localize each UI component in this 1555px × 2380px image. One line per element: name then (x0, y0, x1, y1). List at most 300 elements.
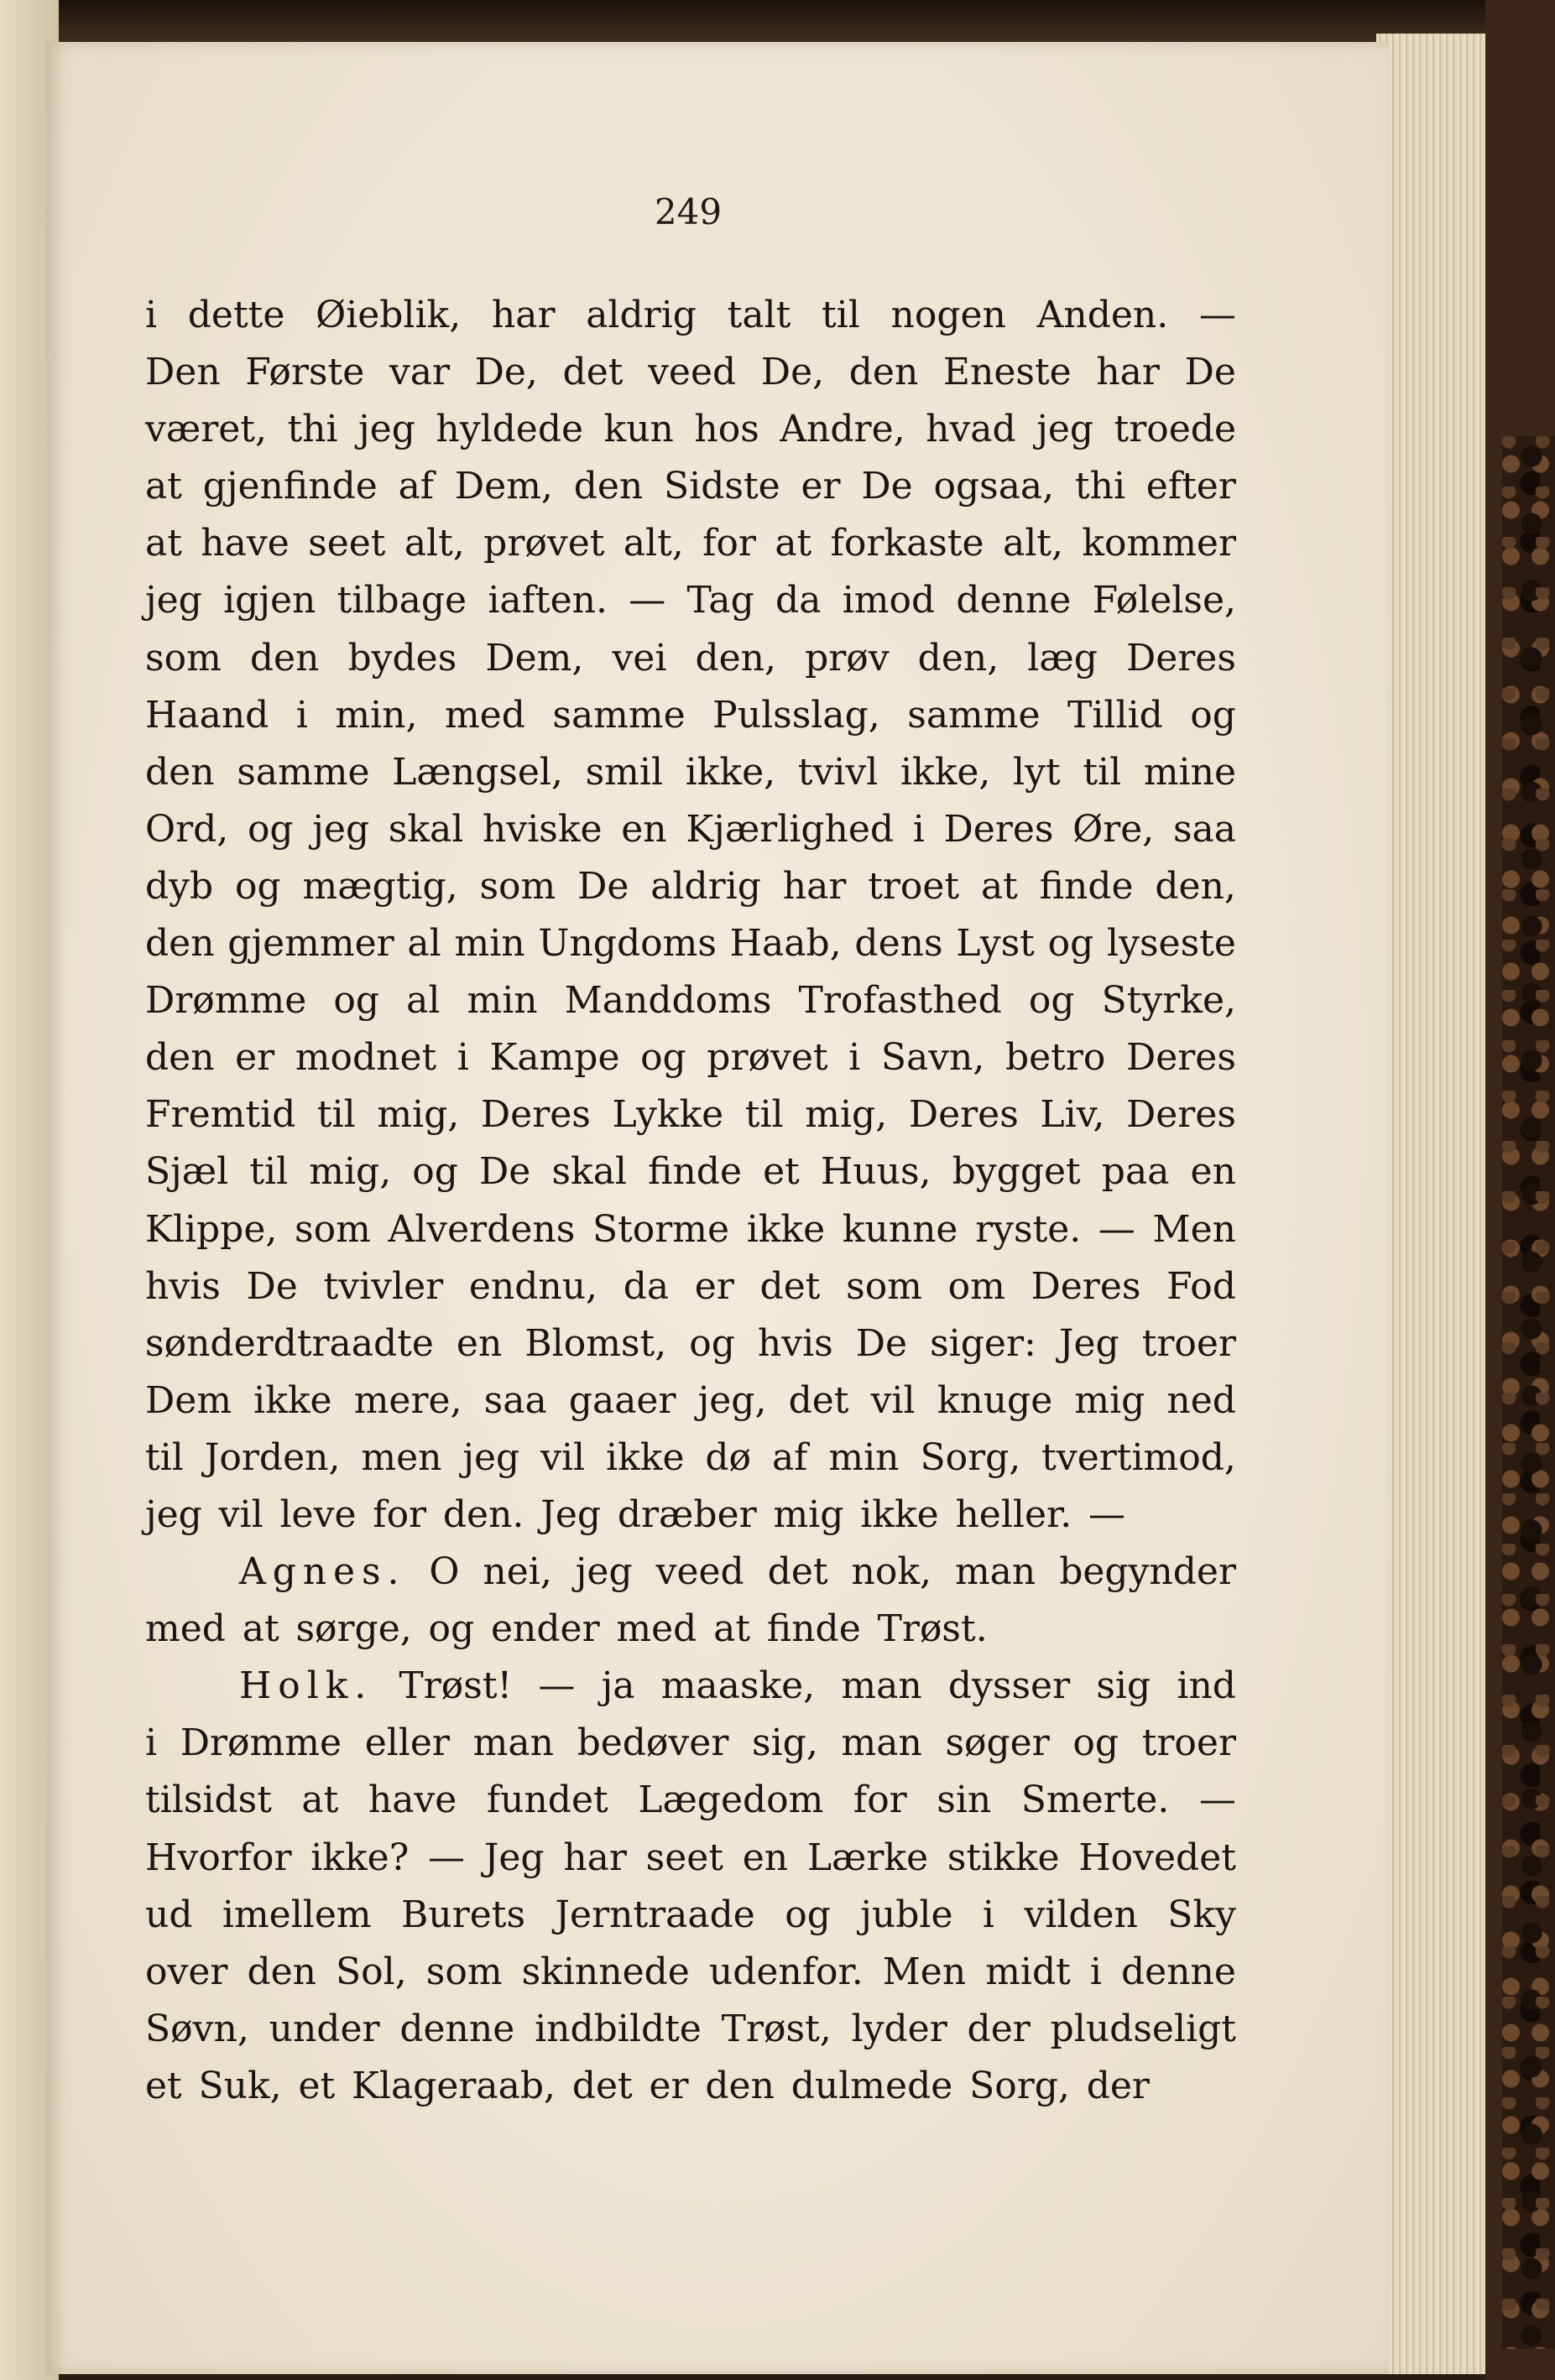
word: i (145, 1721, 158, 1765)
word: med (444, 693, 525, 737)
word: Klippe, (145, 1207, 278, 1251)
word: den (249, 636, 320, 680)
word: at (980, 864, 1018, 908)
word: vil (870, 1378, 916, 1422)
word: den (145, 922, 215, 966)
word: den (145, 750, 215, 794)
word: Sjæl (145, 1150, 229, 1194)
text-line (145, 1315, 1236, 1372)
word: den. (442, 1492, 524, 1536)
word: lyseste (1107, 922, 1236, 966)
word: skal (388, 807, 464, 851)
word: gjenfinde (202, 465, 378, 508)
word: mere, (353, 1378, 462, 1422)
word: Øieblik, (316, 294, 462, 336)
word: og (1072, 1721, 1119, 1765)
word: ikke (860, 1492, 939, 1536)
word: i (295, 693, 308, 737)
word: Klageraab, (352, 2064, 556, 2107)
word: De (577, 864, 629, 908)
word: søger (945, 1721, 1050, 1765)
text-line (145, 287, 1236, 344)
text-line (145, 687, 1236, 744)
word: mig (773, 1492, 844, 1536)
word: jeg (145, 579, 202, 622)
text-line (145, 1258, 1236, 1315)
word: jeg (358, 408, 415, 451)
word: Deres (908, 1093, 1019, 1137)
word: det (759, 1264, 821, 1308)
word: Deres (1125, 1093, 1236, 1137)
word: finde (766, 1607, 861, 1651)
word: vei (612, 636, 667, 680)
text-line (145, 1601, 1236, 1658)
word: modnet (295, 1036, 437, 1080)
word: gjemmer (227, 922, 394, 966)
word: eller (364, 1721, 450, 1765)
word: Smerte. (1020, 1778, 1170, 1822)
word: heller. (955, 1492, 1072, 1536)
word: ikke (606, 1435, 685, 1479)
word: for (702, 522, 756, 565)
word: Følelse, (1092, 579, 1236, 622)
word: paa (1101, 1150, 1170, 1194)
word: indbildte (535, 2007, 702, 2050)
word: Sorg, (920, 1435, 1021, 1479)
word: Kjærlighed (686, 807, 895, 851)
word: Hvorfor (145, 1836, 292, 1879)
word: Øre, (1072, 807, 1155, 851)
word: kommer (1082, 522, 1236, 565)
word: Jeg (1058, 1321, 1119, 1365)
text-line (145, 1487, 1236, 1544)
word: det (571, 2064, 633, 2107)
word: dens (854, 922, 943, 966)
word: jeg (462, 1435, 520, 1479)
word: Søvn, (145, 2007, 249, 2050)
word: man (954, 1550, 1036, 1594)
word: De, (474, 351, 538, 394)
word: — (538, 1664, 576, 1708)
word: tvertimod, (1041, 1435, 1236, 1479)
text-line (145, 1544, 1236, 1601)
word: igjen (223, 579, 316, 622)
word: vilden (1024, 1893, 1138, 1936)
word: den, (917, 636, 999, 680)
word: dysser (947, 1664, 1071, 1708)
word: en (621, 807, 667, 851)
word: nok, (851, 1550, 931, 1594)
word: ikke, (900, 750, 991, 794)
word: Fod (1166, 1264, 1236, 1308)
word: Tag (686, 579, 754, 622)
text-line (145, 801, 1236, 858)
word: betro (1004, 1036, 1106, 1080)
word: tilbage (337, 579, 467, 622)
word: bydes (347, 636, 457, 680)
text-line (145, 1430, 1236, 1487)
word: hyldede (436, 408, 584, 451)
word: prøv (805, 636, 890, 680)
word: i (457, 1036, 469, 1080)
word: at (145, 465, 182, 508)
word: — (1198, 294, 1236, 336)
word: Lyst (956, 922, 1035, 966)
word: Eneste (942, 351, 1072, 394)
word: jeg, (697, 1378, 767, 1422)
word: det (767, 1550, 828, 1594)
book-page (46, 42, 1389, 2374)
word: tvivl (797, 750, 879, 794)
word: den (573, 465, 644, 508)
text-line (145, 972, 1236, 1029)
text-line (145, 1944, 1236, 2001)
word: samme (907, 693, 1041, 737)
word: Sky (1167, 1893, 1236, 1936)
word: vil (218, 1492, 264, 1536)
word: man (472, 1721, 554, 1765)
word: hos (694, 408, 759, 451)
word: have (201, 522, 290, 565)
word: til (822, 294, 860, 336)
text-line (145, 744, 1236, 801)
word: juble (860, 1893, 953, 1936)
word: over (145, 1950, 228, 1993)
word: Anden. (1036, 294, 1169, 336)
word: i (1089, 1950, 1102, 1993)
word: Manddoms (564, 979, 772, 1023)
word: leve (279, 1492, 357, 1536)
word: Trøst. (877, 1607, 988, 1651)
word: Trofasthed (798, 979, 1002, 1023)
word: Ungdoms (538, 922, 717, 966)
word: De (855, 1321, 908, 1365)
word: al (406, 979, 441, 1023)
word: et (298, 2064, 336, 2107)
word: ja (601, 1664, 635, 1708)
word: sig, (752, 1721, 818, 1765)
word: mig, (805, 1093, 888, 1137)
word: fundet (486, 1778, 608, 1822)
word: som (145, 636, 222, 680)
word: Fremtid (145, 1093, 296, 1137)
word: en (1190, 1150, 1236, 1194)
word: Sidste (664, 465, 780, 508)
word: som (479, 864, 556, 908)
word: Lykke (612, 1093, 724, 1137)
word: efter (1145, 465, 1236, 508)
word: den, (1155, 864, 1236, 908)
word: troede (1114, 408, 1236, 451)
word: Trøst! (399, 1664, 513, 1708)
word: have (368, 1778, 457, 1822)
word: Jorden, (204, 1435, 341, 1479)
word: kun (603, 408, 674, 451)
word: prøvet (483, 522, 605, 565)
word: men (361, 1435, 442, 1479)
word: troet (868, 864, 960, 908)
word: talt (727, 294, 791, 336)
word: nei, (483, 1550, 552, 1594)
text-line (145, 1143, 1236, 1200)
word: Haab, (729, 922, 842, 966)
word: med (145, 1607, 226, 1651)
word: siger: (930, 1321, 1036, 1365)
text-line (145, 572, 1236, 629)
word: Trøst, (721, 2007, 832, 2050)
word: Lægedom (638, 1778, 824, 1822)
word: der (967, 2007, 1031, 2050)
word: mægtig, (302, 864, 458, 908)
word: vil (540, 1435, 586, 1479)
word: ned (1166, 1378, 1236, 1422)
word: den (848, 351, 919, 394)
word: og (785, 1893, 831, 1936)
word: De (479, 1150, 531, 1194)
word: Dem, (485, 636, 584, 680)
word: De, (760, 351, 825, 394)
word: Drømme (180, 1721, 342, 1765)
word: og (1028, 979, 1075, 1023)
word: Lærke (806, 1836, 929, 1879)
word: Tillid (1067, 693, 1163, 737)
word: Jeg (540, 1492, 602, 1536)
word: tilsidst (145, 1778, 272, 1822)
word: ud (145, 1893, 193, 1936)
word: Jeg (483, 1836, 545, 1879)
word: Deres (1031, 1264, 1141, 1308)
word: troer (1141, 1321, 1236, 1365)
word: hvad (926, 408, 1016, 451)
word: man (841, 1664, 922, 1708)
text-block (145, 287, 1236, 2115)
word: mig, (309, 1150, 392, 1194)
word: gaaer (568, 1378, 676, 1422)
word: nogen (890, 294, 1006, 336)
word: Pulsslag, (712, 693, 880, 737)
text-line (145, 1658, 1236, 1715)
word: thi (1074, 465, 1126, 508)
word: skal (551, 1150, 627, 1194)
word: har (1096, 351, 1160, 394)
text-line (145, 1715, 1236, 1772)
word: saa (1172, 807, 1236, 851)
word: finde (1039, 864, 1134, 908)
word: O (429, 1550, 460, 1594)
text-line (145, 458, 1236, 515)
word: til (249, 1150, 289, 1194)
word: bedøver (577, 1721, 729, 1765)
word: udenfor. (708, 1950, 864, 1993)
word: alt, (404, 522, 465, 565)
word: den (705, 2064, 775, 2107)
word: Sol, (336, 1950, 407, 1993)
word: jeg (575, 1550, 633, 1594)
text-line (145, 515, 1236, 572)
word: jeg (1036, 408, 1094, 451)
word: er (649, 2064, 689, 2107)
word: pludseligt (1050, 2007, 1236, 2050)
word: og (333, 979, 380, 1023)
word: været, (145, 408, 267, 451)
word: mine (1143, 750, 1236, 794)
word: seet (645, 1836, 723, 1879)
word: seet (308, 522, 386, 565)
word: at (775, 522, 812, 565)
text-line (145, 1887, 1236, 1944)
word: har (563, 1836, 627, 1879)
word: dette (187, 294, 285, 336)
word: en (742, 1836, 789, 1879)
word: sønderdtraadte (145, 1321, 434, 1365)
word: iaften. (488, 579, 608, 622)
word: hvis (757, 1321, 833, 1365)
text-line (145, 915, 1236, 972)
word: at (242, 1607, 279, 1651)
word: og (640, 1036, 686, 1080)
word: — (1088, 1492, 1125, 1536)
word: — (1198, 1778, 1236, 1822)
word: De (861, 465, 913, 508)
marbled-edge (1502, 436, 1555, 2349)
word: stikke (947, 1836, 1060, 1879)
word: Men (1152, 1207, 1236, 1251)
word: begynder (1059, 1550, 1236, 1594)
word: Dem, (454, 465, 553, 508)
word: er (801, 465, 841, 508)
word: min (467, 979, 538, 1023)
word: der (1086, 2064, 1150, 2107)
word: Længsel, (392, 750, 563, 794)
text-line (145, 630, 1236, 687)
word: mig (1074, 1378, 1145, 1422)
word: til (744, 1093, 784, 1137)
text-line (145, 401, 1236, 458)
word: man (841, 1721, 922, 1765)
word: til (145, 1435, 184, 1479)
word: Jerntraade (555, 1893, 755, 1936)
word: ikke (746, 1207, 826, 1251)
word: den (247, 1950, 316, 1993)
word: dræber (617, 1492, 757, 1536)
word: ryste. (975, 1207, 1082, 1251)
word: i (145, 294, 158, 336)
word: har (782, 864, 847, 908)
word: den, (695, 636, 776, 680)
word: er (694, 1264, 734, 1308)
word: som (425, 1950, 503, 1993)
word: denne (956, 579, 1072, 622)
word: for (853, 1778, 907, 1822)
word: ikke, (685, 750, 776, 794)
word: endnu, (468, 1264, 598, 1308)
word: aldrig (650, 864, 761, 908)
page-number: 249 (654, 191, 723, 232)
word: da (775, 579, 822, 622)
word: al (407, 922, 441, 966)
word: en (456, 1321, 503, 1365)
word: maaske, (660, 1664, 816, 1708)
word: — (1098, 1207, 1135, 1251)
word: af (398, 465, 435, 508)
word: under (269, 2007, 380, 2050)
word: skinnede (521, 1950, 690, 1993)
word: dø (705, 1435, 752, 1479)
word: at (713, 1607, 751, 1651)
word: lyt (1013, 750, 1061, 794)
word: og (412, 1150, 458, 1194)
word: ender (491, 1607, 600, 1651)
word: Deres (943, 807, 1054, 851)
word: Huus, (820, 1150, 931, 1194)
word: den (145, 1036, 215, 1080)
word: Kampe (489, 1036, 620, 1080)
word: kunne (842, 1207, 958, 1251)
word: Deres (480, 1093, 591, 1137)
word: troer (1141, 1721, 1236, 1765)
word: sin (937, 1778, 992, 1822)
word: ikke? (310, 1836, 410, 1879)
word: knuge (937, 1378, 1053, 1422)
text-line (145, 2058, 1236, 2115)
word: veed (655, 1550, 744, 1594)
word: hvis (145, 1264, 221, 1308)
word: Alverdens (388, 1207, 576, 1251)
word: prøvet (707, 1036, 828, 1080)
word: midt (985, 1950, 1071, 1993)
word: Holk. (239, 1664, 373, 1708)
word: i (982, 1893, 994, 1936)
text-line (145, 1372, 1236, 1430)
word: dulmede (791, 2064, 953, 2107)
word: det (788, 1378, 849, 1422)
word: til (1083, 750, 1122, 794)
word: med (616, 1607, 697, 1651)
word: samme (552, 693, 686, 737)
page-edges (1376, 34, 1485, 2374)
text-line (145, 1830, 1236, 1887)
word: saa (483, 1378, 547, 1422)
word: imod (842, 579, 936, 622)
word: mig, (377, 1093, 460, 1137)
word: om (947, 1264, 1005, 1308)
text-line (145, 858, 1236, 915)
word: ikke (253, 1378, 332, 1422)
word: og (428, 1607, 475, 1651)
word: for (373, 1492, 427, 1536)
word: alt, (1002, 522, 1063, 565)
word: — (428, 1836, 466, 1879)
text-line (145, 344, 1236, 401)
word: smil (585, 750, 664, 794)
word: dyb (145, 864, 214, 908)
word: et (145, 2064, 182, 2107)
word: til (316, 1093, 356, 1137)
word: Hovedet (1078, 1836, 1236, 1879)
text-line (145, 1772, 1236, 1829)
word: det (562, 351, 624, 394)
word: sørge, (295, 1607, 412, 1651)
word: Dem (145, 1378, 232, 1422)
word: Burets (401, 1893, 526, 1936)
word: i (848, 1036, 861, 1080)
word: imellem (222, 1893, 372, 1936)
word: veed (648, 351, 737, 394)
word: Drømme (145, 979, 307, 1023)
word: bygget (952, 1150, 1081, 1194)
word: ogsaa, (933, 465, 1055, 508)
word: Første (245, 351, 365, 394)
